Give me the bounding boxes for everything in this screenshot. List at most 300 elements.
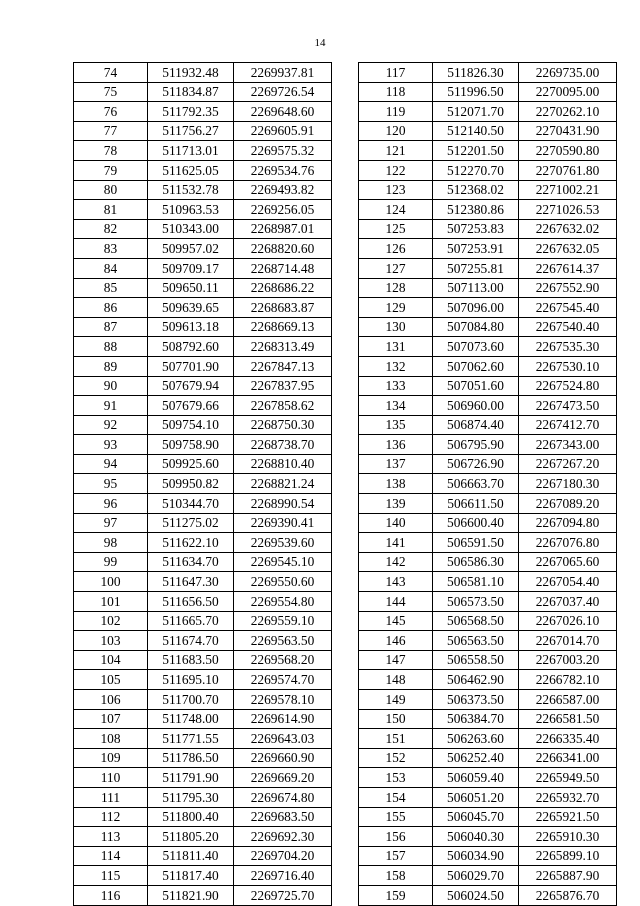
point-number-cell: 120 xyxy=(359,121,433,141)
y-coordinate-cell: 2269559.10 xyxy=(234,611,332,631)
x-coordinate-cell: 506029.70 xyxy=(433,866,519,886)
table-row xyxy=(74,827,332,847)
y-coordinate-cell: 2270761.80 xyxy=(519,160,617,180)
x-coordinate-cell: 511996.50 xyxy=(433,82,519,102)
x-coordinate-cell: 506034.90 xyxy=(433,846,519,866)
y-coordinate-cell: 2266587.00 xyxy=(519,690,617,710)
table-row xyxy=(359,846,617,866)
point-number-cell: 158 xyxy=(359,866,433,886)
y-coordinate-cell: 2267535.30 xyxy=(519,337,617,357)
x-coordinate-cell: 511817.40 xyxy=(148,866,234,886)
point-number-cell: 77 xyxy=(74,121,148,141)
y-coordinate-cell: 2269534.76 xyxy=(234,160,332,180)
table-row xyxy=(359,494,617,514)
x-coordinate-cell: 509754.10 xyxy=(148,415,234,435)
x-coordinate-cell: 506795.90 xyxy=(433,435,519,455)
table-row xyxy=(359,258,617,278)
x-coordinate-cell: 506045.70 xyxy=(433,807,519,827)
point-number-cell: 74 xyxy=(74,63,148,83)
x-coordinate-cell: 506252.40 xyxy=(433,748,519,768)
point-number-cell: 154 xyxy=(359,787,433,807)
point-number-cell: 151 xyxy=(359,729,433,749)
y-coordinate-cell: 2266335.40 xyxy=(519,729,617,749)
y-coordinate-cell: 2267614.37 xyxy=(519,258,617,278)
point-number-cell: 82 xyxy=(74,219,148,239)
point-number-cell: 88 xyxy=(74,337,148,357)
x-coordinate-cell: 506563.50 xyxy=(433,631,519,651)
point-number-cell: 137 xyxy=(359,454,433,474)
point-number-cell: 103 xyxy=(74,631,148,651)
x-coordinate-cell: 511695.10 xyxy=(148,670,234,690)
y-coordinate-cell: 2265899.10 xyxy=(519,846,617,866)
y-coordinate-cell: 2269550.60 xyxy=(234,572,332,592)
point-number-cell: 80 xyxy=(74,180,148,200)
x-coordinate-cell: 509709.17 xyxy=(148,258,234,278)
table-row xyxy=(74,376,332,396)
point-number-cell: 107 xyxy=(74,709,148,729)
point-number-cell: 140 xyxy=(359,513,433,533)
y-coordinate-cell: 2265932.70 xyxy=(519,787,617,807)
y-coordinate-cell: 2271026.53 xyxy=(519,200,617,220)
coordinates-table-right xyxy=(358,62,617,906)
y-coordinate-cell: 2266581.50 xyxy=(519,709,617,729)
x-coordinate-cell: 512140.50 xyxy=(433,121,519,141)
point-number-cell: 113 xyxy=(74,827,148,847)
x-coordinate-cell: 509639.65 xyxy=(148,298,234,318)
y-coordinate-cell: 2267847.13 xyxy=(234,356,332,376)
x-coordinate-cell: 507255.81 xyxy=(433,258,519,278)
table-row xyxy=(74,200,332,220)
table-row xyxy=(359,690,617,710)
y-coordinate-cell: 2267076.80 xyxy=(519,533,617,553)
x-coordinate-cell: 507062.60 xyxy=(433,356,519,376)
y-coordinate-cell: 2267412.70 xyxy=(519,415,617,435)
y-coordinate-cell: 2269660.90 xyxy=(234,748,332,768)
point-number-cell: 99 xyxy=(74,552,148,572)
x-coordinate-cell: 509925.60 xyxy=(148,454,234,474)
x-coordinate-cell: 507051.60 xyxy=(433,376,519,396)
table-row xyxy=(359,866,617,886)
point-number-cell: 119 xyxy=(359,102,433,122)
point-number-cell: 125 xyxy=(359,219,433,239)
y-coordinate-cell: 2268821.24 xyxy=(234,474,332,494)
x-coordinate-cell: 506581.10 xyxy=(433,572,519,592)
table-row xyxy=(359,611,617,631)
point-number-cell: 93 xyxy=(74,435,148,455)
y-coordinate-cell: 2269539.60 xyxy=(234,533,332,553)
point-number-cell: 145 xyxy=(359,611,433,631)
x-coordinate-cell: 511800.40 xyxy=(148,807,234,827)
table-row xyxy=(74,219,332,239)
y-coordinate-cell: 2271002.21 xyxy=(519,180,617,200)
x-coordinate-cell: 511771.55 xyxy=(148,729,234,749)
x-coordinate-cell: 511826.30 xyxy=(433,63,519,83)
point-number-cell: 111 xyxy=(74,787,148,807)
y-coordinate-cell: 2267837.95 xyxy=(234,376,332,396)
point-number-cell: 109 xyxy=(74,748,148,768)
point-number-cell: 131 xyxy=(359,337,433,357)
y-coordinate-cell: 2269692.30 xyxy=(234,827,332,847)
table-row xyxy=(74,709,332,729)
point-number-cell: 76 xyxy=(74,102,148,122)
y-coordinate-cell: 2269669.20 xyxy=(234,768,332,788)
point-number-cell: 139 xyxy=(359,494,433,514)
point-number-cell: 83 xyxy=(74,239,148,259)
x-coordinate-cell: 506663.70 xyxy=(433,474,519,494)
x-coordinate-cell: 511748.00 xyxy=(148,709,234,729)
x-coordinate-cell: 511756.27 xyxy=(148,121,234,141)
table-row xyxy=(359,278,617,298)
y-coordinate-cell: 2267267.20 xyxy=(519,454,617,474)
y-coordinate-cell: 2265910.30 xyxy=(519,827,617,847)
point-number-cell: 92 xyxy=(74,415,148,435)
table-row xyxy=(359,102,617,122)
x-coordinate-cell: 506059.40 xyxy=(433,768,519,788)
x-coordinate-cell: 506874.40 xyxy=(433,415,519,435)
x-coordinate-cell: 511713.01 xyxy=(148,141,234,161)
point-number-cell: 91 xyxy=(74,396,148,416)
point-number-cell: 134 xyxy=(359,396,433,416)
table-row xyxy=(74,533,332,553)
y-coordinate-cell: 2270262.10 xyxy=(519,102,617,122)
table-row xyxy=(359,82,617,102)
x-coordinate-cell: 507701.90 xyxy=(148,356,234,376)
point-number-cell: 85 xyxy=(74,278,148,298)
y-coordinate-cell: 2267343.00 xyxy=(519,435,617,455)
page-number: 14 xyxy=(314,37,326,49)
x-coordinate-cell: 507096.00 xyxy=(433,298,519,318)
x-coordinate-cell: 512380.86 xyxy=(433,200,519,220)
table-row xyxy=(359,650,617,670)
table-row xyxy=(359,180,617,200)
y-coordinate-cell: 2267524.80 xyxy=(519,376,617,396)
x-coordinate-cell: 507073.60 xyxy=(433,337,519,357)
coordinates-table-left xyxy=(73,62,332,906)
y-coordinate-cell: 2267037.40 xyxy=(519,592,617,612)
point-number-cell: 136 xyxy=(359,435,433,455)
table-row xyxy=(74,572,332,592)
point-number-cell: 105 xyxy=(74,670,148,690)
table-row xyxy=(359,474,617,494)
x-coordinate-cell: 511683.50 xyxy=(148,650,234,670)
table-row xyxy=(359,592,617,612)
table-row xyxy=(359,729,617,749)
point-number-cell: 149 xyxy=(359,690,433,710)
table-row xyxy=(359,768,617,788)
point-number-cell: 121 xyxy=(359,141,433,161)
y-coordinate-cell: 2267858.62 xyxy=(234,396,332,416)
table-row xyxy=(359,885,617,905)
table-row xyxy=(359,356,617,376)
y-coordinate-cell: 2267530.10 xyxy=(519,356,617,376)
point-number-cell: 90 xyxy=(74,376,148,396)
x-coordinate-cell: 507679.66 xyxy=(148,396,234,416)
table-row xyxy=(74,141,332,161)
x-coordinate-cell: 511674.70 xyxy=(148,631,234,651)
point-number-cell: 117 xyxy=(359,63,433,83)
x-coordinate-cell: 506726.90 xyxy=(433,454,519,474)
y-coordinate-cell: 2269493.82 xyxy=(234,180,332,200)
point-number-cell: 127 xyxy=(359,258,433,278)
point-number-cell: 148 xyxy=(359,670,433,690)
y-coordinate-cell: 2269614.90 xyxy=(234,709,332,729)
x-coordinate-cell: 511700.70 xyxy=(148,690,234,710)
table-row xyxy=(74,160,332,180)
table-row xyxy=(74,337,332,357)
point-number-cell: 132 xyxy=(359,356,433,376)
x-coordinate-cell: 506558.50 xyxy=(433,650,519,670)
x-coordinate-cell: 506573.50 xyxy=(433,592,519,612)
x-coordinate-cell: 512071.70 xyxy=(433,102,519,122)
x-coordinate-cell: 506373.50 xyxy=(433,690,519,710)
point-number-cell: 129 xyxy=(359,298,433,318)
y-coordinate-cell: 2269735.00 xyxy=(519,63,617,83)
y-coordinate-cell: 2269256.05 xyxy=(234,200,332,220)
table-row xyxy=(74,396,332,416)
y-coordinate-cell: 2265876.70 xyxy=(519,885,617,905)
point-number-cell: 84 xyxy=(74,258,148,278)
table-row xyxy=(74,748,332,768)
y-coordinate-cell: 2268750.30 xyxy=(234,415,332,435)
point-number-cell: 138 xyxy=(359,474,433,494)
table-row xyxy=(359,748,617,768)
x-coordinate-cell: 507113.00 xyxy=(433,278,519,298)
y-coordinate-cell: 2269704.20 xyxy=(234,846,332,866)
y-coordinate-cell: 2268714.48 xyxy=(234,258,332,278)
point-number-cell: 75 xyxy=(74,82,148,102)
table-row xyxy=(74,768,332,788)
x-coordinate-cell: 506586.30 xyxy=(433,552,519,572)
point-number-cell: 115 xyxy=(74,866,148,886)
x-coordinate-cell: 507253.83 xyxy=(433,219,519,239)
x-coordinate-cell: 511634.70 xyxy=(148,552,234,572)
x-coordinate-cell: 511791.90 xyxy=(148,768,234,788)
table-row xyxy=(74,415,332,435)
y-coordinate-cell: 2270590.80 xyxy=(519,141,617,161)
point-number-cell: 87 xyxy=(74,317,148,337)
point-number-cell: 156 xyxy=(359,827,433,847)
y-coordinate-cell: 2267054.40 xyxy=(519,572,617,592)
table-row xyxy=(74,807,332,827)
table-row xyxy=(359,239,617,259)
point-number-cell: 152 xyxy=(359,748,433,768)
x-coordinate-cell: 511792.35 xyxy=(148,102,234,122)
y-coordinate-cell: 2267065.60 xyxy=(519,552,617,572)
table-row xyxy=(74,631,332,651)
table-row xyxy=(74,787,332,807)
y-coordinate-cell: 2267094.80 xyxy=(519,513,617,533)
y-coordinate-cell: 2269563.50 xyxy=(234,631,332,651)
y-coordinate-cell: 2265921.50 xyxy=(519,807,617,827)
y-coordinate-cell: 2269554.80 xyxy=(234,592,332,612)
point-number-cell: 106 xyxy=(74,690,148,710)
point-number-cell: 102 xyxy=(74,611,148,631)
y-coordinate-cell: 2267026.10 xyxy=(519,611,617,631)
table-row xyxy=(74,102,332,122)
y-coordinate-cell: 2269568.20 xyxy=(234,650,332,670)
point-number-cell: 124 xyxy=(359,200,433,220)
table-row xyxy=(359,219,617,239)
table-row xyxy=(74,435,332,455)
table-row xyxy=(74,866,332,886)
table-row xyxy=(359,454,617,474)
table-row xyxy=(74,670,332,690)
point-number-cell: 98 xyxy=(74,533,148,553)
point-number-cell: 141 xyxy=(359,533,433,553)
point-number-cell: 108 xyxy=(74,729,148,749)
y-coordinate-cell: 2267473.50 xyxy=(519,396,617,416)
y-coordinate-cell: 2267180.30 xyxy=(519,474,617,494)
point-number-cell: 144 xyxy=(359,592,433,612)
table-row xyxy=(74,494,332,514)
y-coordinate-cell: 2269648.60 xyxy=(234,102,332,122)
table-row xyxy=(74,298,332,318)
table-row xyxy=(74,513,332,533)
table-row xyxy=(74,317,332,337)
table-row xyxy=(359,337,617,357)
table-row xyxy=(74,690,332,710)
table-row xyxy=(74,82,332,102)
y-coordinate-cell: 2269683.50 xyxy=(234,807,332,827)
y-coordinate-cell: 2269726.54 xyxy=(234,82,332,102)
table-row xyxy=(359,631,617,651)
x-coordinate-cell: 506040.30 xyxy=(433,827,519,847)
y-coordinate-cell: 2269605.91 xyxy=(234,121,332,141)
x-coordinate-cell: 506591.50 xyxy=(433,533,519,553)
y-coordinate-cell: 2268820.60 xyxy=(234,239,332,259)
point-number-cell: 122 xyxy=(359,160,433,180)
x-coordinate-cell: 511795.30 xyxy=(148,787,234,807)
point-number-cell: 114 xyxy=(74,846,148,866)
y-coordinate-cell: 2269725.70 xyxy=(234,885,332,905)
y-coordinate-cell: 2268313.49 xyxy=(234,337,332,357)
table-row xyxy=(74,729,332,749)
x-coordinate-cell: 511786.50 xyxy=(148,748,234,768)
y-coordinate-cell: 2267632.05 xyxy=(519,239,617,259)
point-number-cell: 89 xyxy=(74,356,148,376)
table-row xyxy=(359,533,617,553)
y-coordinate-cell: 2269643.03 xyxy=(234,729,332,749)
table-row xyxy=(359,376,617,396)
y-coordinate-cell: 2268686.22 xyxy=(234,278,332,298)
point-number-cell: 135 xyxy=(359,415,433,435)
table-row xyxy=(74,552,332,572)
point-number-cell: 118 xyxy=(359,82,433,102)
x-coordinate-cell: 511665.70 xyxy=(148,611,234,631)
y-coordinate-cell: 2268810.40 xyxy=(234,454,332,474)
table-row xyxy=(359,435,617,455)
y-coordinate-cell: 2268669.13 xyxy=(234,317,332,337)
table-row xyxy=(359,121,617,141)
point-number-cell: 101 xyxy=(74,592,148,612)
point-number-cell: 112 xyxy=(74,807,148,827)
table-row xyxy=(359,670,617,690)
point-number-cell: 110 xyxy=(74,768,148,788)
x-coordinate-cell: 510963.53 xyxy=(148,200,234,220)
x-coordinate-cell: 508792.60 xyxy=(148,337,234,357)
x-coordinate-cell: 507679.94 xyxy=(148,376,234,396)
x-coordinate-cell: 506600.40 xyxy=(433,513,519,533)
table-row xyxy=(359,63,617,83)
point-number-cell: 96 xyxy=(74,494,148,514)
y-coordinate-cell: 2270431.90 xyxy=(519,121,617,141)
point-number-cell: 143 xyxy=(359,572,433,592)
x-coordinate-cell: 507253.91 xyxy=(433,239,519,259)
point-number-cell: 157 xyxy=(359,846,433,866)
x-coordinate-cell: 511932.48 xyxy=(148,63,234,83)
y-coordinate-cell: 2267089.20 xyxy=(519,494,617,514)
point-number-cell: 147 xyxy=(359,650,433,670)
y-coordinate-cell: 2267540.40 xyxy=(519,317,617,337)
point-number-cell: 78 xyxy=(74,141,148,161)
point-number-cell: 142 xyxy=(359,552,433,572)
table-row xyxy=(359,572,617,592)
point-number-cell: 100 xyxy=(74,572,148,592)
x-coordinate-cell: 506024.50 xyxy=(433,885,519,905)
table-row xyxy=(74,650,332,670)
x-coordinate-cell: 509650.11 xyxy=(148,278,234,298)
y-coordinate-cell: 2267003.20 xyxy=(519,650,617,670)
y-coordinate-cell: 2267552.90 xyxy=(519,278,617,298)
y-coordinate-cell: 2267014.70 xyxy=(519,631,617,651)
y-coordinate-cell: 2269574.70 xyxy=(234,670,332,690)
y-coordinate-cell: 2269937.81 xyxy=(234,63,332,83)
y-coordinate-cell: 2268683.87 xyxy=(234,298,332,318)
point-number-cell: 81 xyxy=(74,200,148,220)
table-row xyxy=(359,160,617,180)
table-row xyxy=(359,807,617,827)
x-coordinate-cell: 509950.82 xyxy=(148,474,234,494)
point-number-cell: 159 xyxy=(359,885,433,905)
x-coordinate-cell: 510343.00 xyxy=(148,219,234,239)
table-row xyxy=(359,396,617,416)
table-row xyxy=(74,180,332,200)
table-row xyxy=(359,298,617,318)
point-number-cell: 126 xyxy=(359,239,433,259)
x-coordinate-cell: 511805.20 xyxy=(148,827,234,847)
y-coordinate-cell: 2265887.90 xyxy=(519,866,617,886)
x-coordinate-cell: 509957.02 xyxy=(148,239,234,259)
table-row xyxy=(359,317,617,337)
point-number-cell: 79 xyxy=(74,160,148,180)
table-row xyxy=(359,141,617,161)
x-coordinate-cell: 506568.50 xyxy=(433,611,519,631)
x-coordinate-cell: 506462.90 xyxy=(433,670,519,690)
point-number-cell: 150 xyxy=(359,709,433,729)
table-row xyxy=(74,63,332,83)
y-coordinate-cell: 2269545.10 xyxy=(234,552,332,572)
x-coordinate-cell: 512201.50 xyxy=(433,141,519,161)
y-coordinate-cell: 2269674.80 xyxy=(234,787,332,807)
point-number-cell: 146 xyxy=(359,631,433,651)
y-coordinate-cell: 2269578.10 xyxy=(234,690,332,710)
x-coordinate-cell: 509613.18 xyxy=(148,317,234,337)
y-coordinate-cell: 2269390.41 xyxy=(234,513,332,533)
table-row xyxy=(74,356,332,376)
point-number-cell: 116 xyxy=(74,885,148,905)
point-number-cell: 153 xyxy=(359,768,433,788)
x-coordinate-cell: 506960.00 xyxy=(433,396,519,416)
point-number-cell: 95 xyxy=(74,474,148,494)
x-coordinate-cell: 511647.30 xyxy=(148,572,234,592)
table-row xyxy=(74,846,332,866)
table-row xyxy=(74,885,332,905)
point-number-cell: 133 xyxy=(359,376,433,396)
x-coordinate-cell: 511532.78 xyxy=(148,180,234,200)
x-coordinate-cell: 511821.90 xyxy=(148,885,234,905)
table-row xyxy=(359,200,617,220)
y-coordinate-cell: 2268738.70 xyxy=(234,435,332,455)
